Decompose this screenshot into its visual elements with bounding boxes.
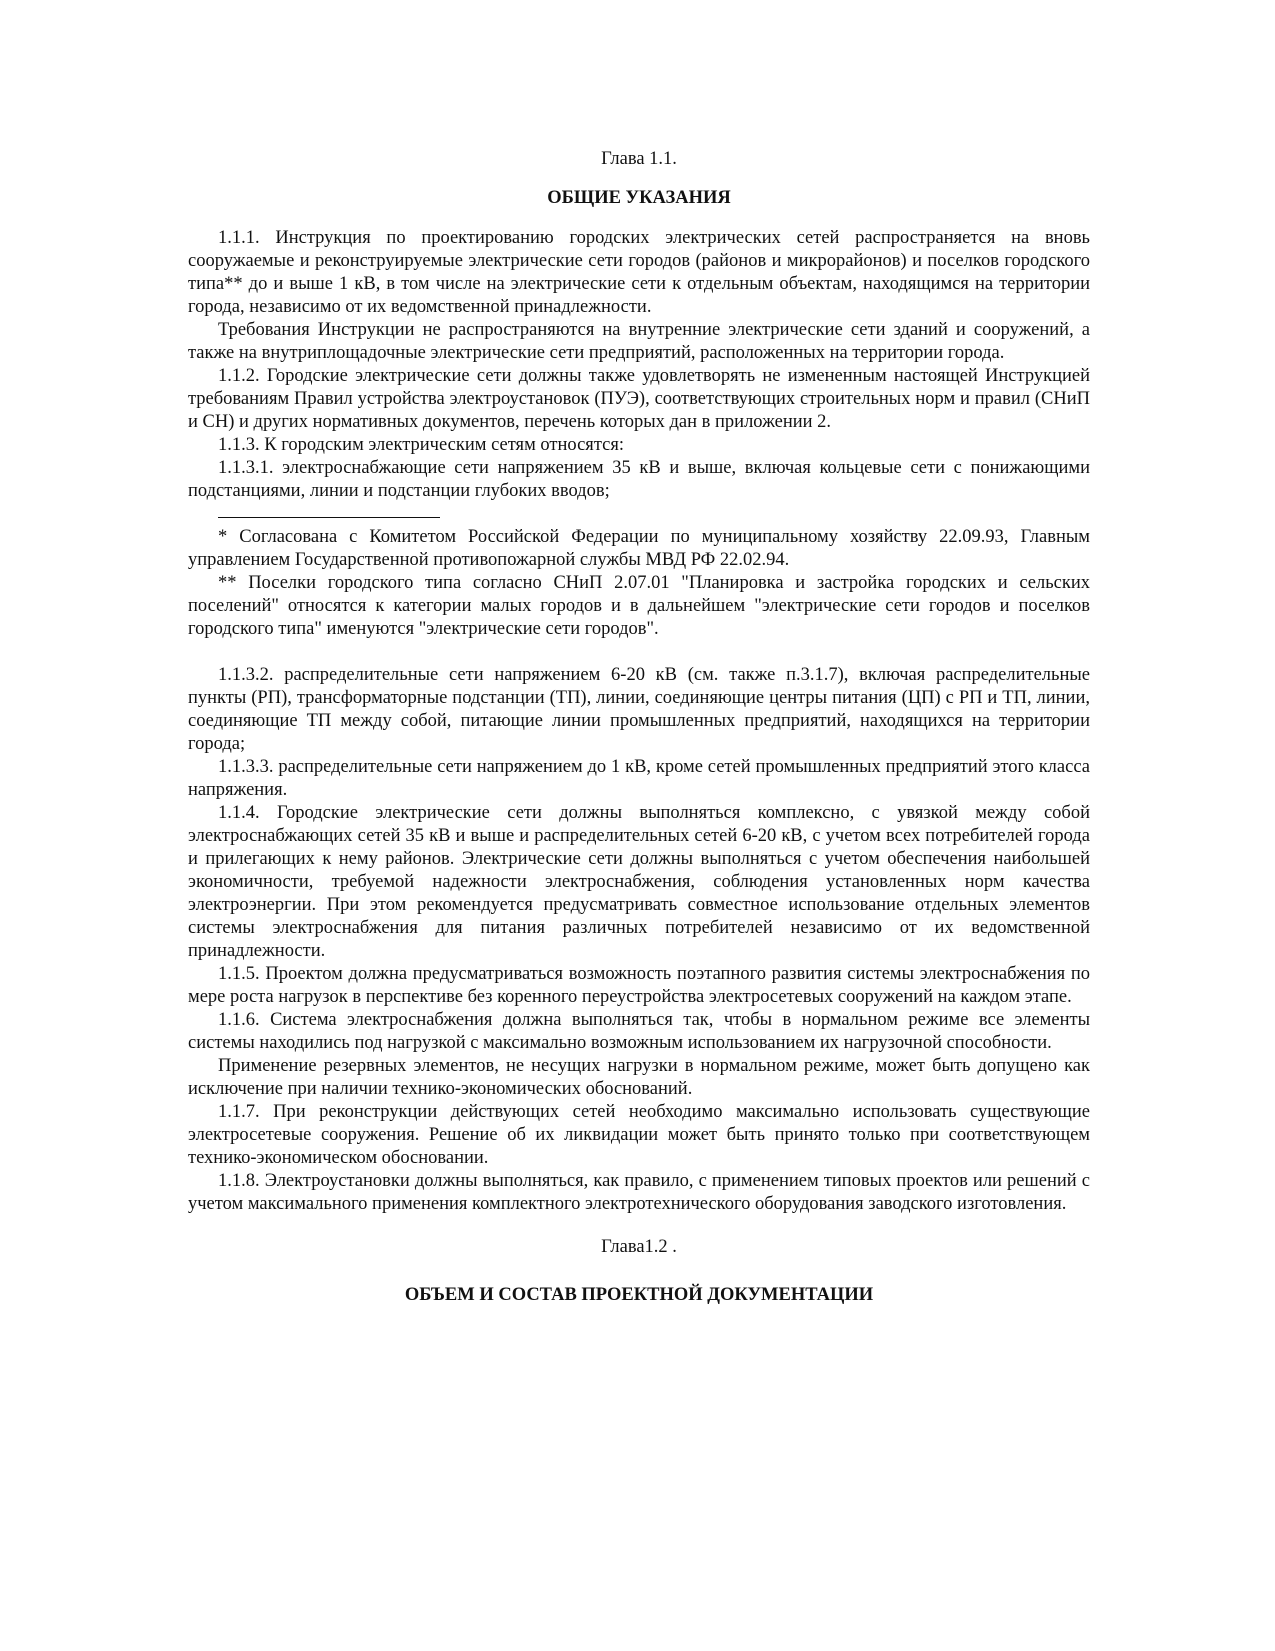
section-body-top	[188, 227, 1090, 503]
paragraph: 1.1.3.1. электроснабжающие сети напряжением 35 кВ и выше, включая кольцевые сети с понижающими подстанциями, линии и подстанции глубоких вводов;	[188, 458, 1090, 501]
paragraph: Применение резервных элементов, не несущих нагрузки в нормальном режиме, может быть допущено как исключение при наличии технико-экономических обоснований.	[188, 1056, 1090, 1099]
footnote-separator	[218, 517, 440, 518]
paragraph: 1.1.3.3. распределительные сети напряжением до 1 кВ, кроме сетей промышленных предприятий этого класса напряжения.	[188, 757, 1090, 800]
chapter-title: ОБЩИЕ УКАЗАНИЯ	[547, 188, 731, 208]
chapter-label: Глава1.2 .	[601, 1237, 677, 1257]
chapter-label: Глава 1.1.	[601, 149, 677, 169]
section-body-bottom	[188, 664, 1090, 1216]
paragraph: 1.1.8. Электроустановки должны выполняться, как правило, с применением типовых проектов или решений с учетом максимального применения комплектного электротехнического оборудования заводского изготовления.	[188, 1171, 1090, 1214]
footnote: ** Поселки городского типа согласно СНиП 2.07.01 "Планировка и застройка городских и сельских поселений" относятся к категории малых городов и в дальнейшем "электрические сети городов и поселков городского типа" именуются "электрические сети городов".	[188, 573, 1090, 639]
paragraph: 1.1.5. Проектом должна предусматриваться возможность поэтапного развития системы электроснабжения по мере роста нагрузок в перспективе без коренного переустройства электросетевых сооружений на каждом этапе.	[188, 964, 1090, 1007]
footnotes	[188, 526, 1090, 641]
paragraph: 1.1.3.2. распределительные сети напряжением 6-20 кВ (см. также п.3.1.7), включая распределительные пункты (РП), трансформаторные подстанции (ТП), линии, соединяющие центры питания (ЦП) с РП и ТП, линии, соединяющие ТП между собой, питающие линии промышленных предприятий, находящихся на территории города;	[188, 665, 1090, 754]
paragraph: 1.1.6. Система электроснабжения должна выполняться так, чтобы в нормальном режиме все элементы системы находились под нагрузкой с максимально возможным использованием их нагрузочной способности.	[188, 1010, 1090, 1053]
paragraph: Требования Инструкции не распространяются на внутренние электрические сети зданий и сооружений, а также на внутриплощадочные электрические сети предприятий, расположенных на территории города.	[188, 320, 1090, 363]
chapter-title: ОБЪЕМ И СОСТАВ ПРОЕКТНОЙ ДОКУМЕНТАЦИИ	[404, 1285, 874, 1305]
paragraph: 1.1.7. При реконструкции действующих сетей необходимо максимально использовать существующие электросетевые сооружения. Решение об их ликвидации может быть принято только при соответствующем технико-экономическом обосновании.	[188, 1102, 1090, 1168]
spacer	[188, 641, 1090, 664]
paragraph: 1.1.2. Городские электрические сети должны также удовлетворять не измененным настоящей Инструкцией требованиям Правил устройства электроустановок (ПУЭ), соответствующих строительных норм и правил (СНиП и СН) и других нормативных документов, перечень которых дан в приложении 2.	[188, 366, 1090, 432]
paragraph: 1.1.3. К городским электрическим сетям относятся:	[218, 435, 624, 455]
footnote: * Согласована с Комитетом Российской Федерации по муниципальному хозяйству 22.09.93, Главным управлением Государственной противопожарной службы МВД РФ 22.02.94.	[188, 527, 1090, 570]
paragraph: 1.1.4. Городские электрические сети должны выполняться комплексно, с увязкой между собой электроснабжающих сетей 35 кВ и выше и распределительных сетей 6-20 кВ, с учетом всех потребителей города и прилегающих к нему районов. Электрические сети должны выполняться с учетом обеспечения наибольшей экономичности, требуемой надежности электроснабжения, соблюдения установленных норм качества электроэнергии. При этом рекомендуется предусматривать совместное использование отдельных элементов системы электроснабжения для питания различных потребителей независимо от их ведомственной принадлежности.	[188, 803, 1090, 961]
paragraph: 1.1.1. Инструкция по проектированию городских электрических сетей распространяется на вновь сооружаемые и реконструируемые электрические сети городов (районов и микрорайонов) и поселков городского типа** до и выше 1 кВ, в том числе на электрические сети к отдельным объектам, находящимся на территории города, независимо от их ведомственной принадлежности.	[188, 228, 1090, 317]
document-page	[188, 148, 1090, 1307]
